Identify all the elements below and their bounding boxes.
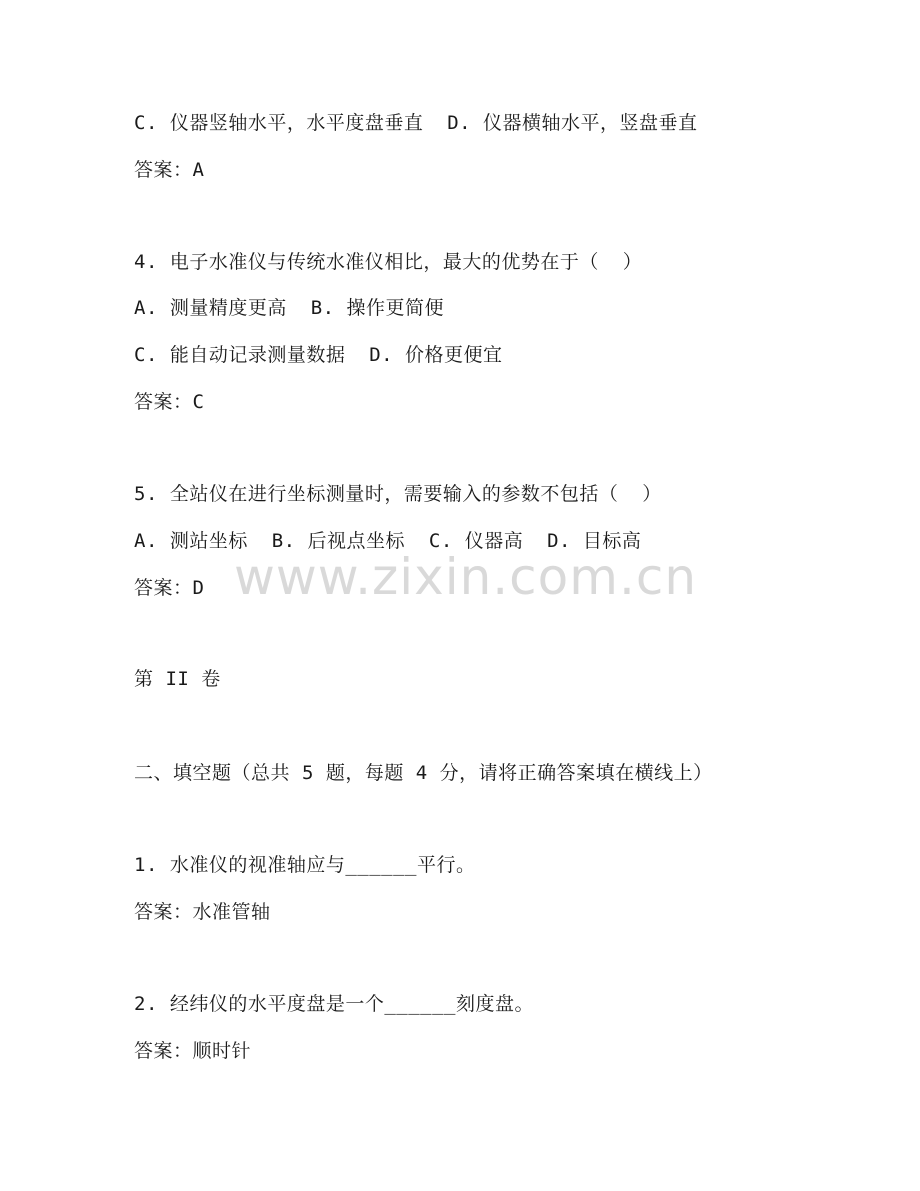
fill1-answer: 答案：水准管轴 bbox=[134, 901, 271, 923]
q3-answer: 答案：A bbox=[134, 159, 205, 181]
watermark: www.zixin.com.cn bbox=[234, 548, 698, 606]
volume-title: 第 II 卷 bbox=[134, 668, 221, 690]
fill2-question: 2. 经纬仪的水平度盘是一个______刻度盘。 bbox=[134, 993, 534, 1015]
q4-options-ab: A. 测量精度更高 B. 操作更简便 bbox=[134, 297, 445, 319]
q4-options-cd: C. 能自动记录测量数据 D. 价格更便宜 bbox=[134, 344, 503, 366]
q5-answer: 答案：D bbox=[134, 577, 205, 599]
fill2-answer: 答案：顺时针 bbox=[134, 1040, 252, 1062]
fill1-question: 1. 水准仪的视准轴应与______平行。 bbox=[134, 854, 476, 876]
q4-answer: 答案：C bbox=[134, 391, 205, 413]
section-title: 二、填空题（总共 5 题，每题 4 分，请将正确答案填在横线上） bbox=[134, 762, 713, 784]
q5-options: A. 测站坐标 B. 后视点坐标 C. 仪器高 D. 目标高 bbox=[134, 530, 642, 552]
q3-options-cd: C. 仪器竖轴水平，水平度盘垂直 D. 仪器横轴水平，竖盘垂直 bbox=[134, 112, 698, 134]
q4-question: 4. 电子水准仪与传统水准仪相比，最大的优势在于（ ） bbox=[134, 251, 643, 273]
q5-question: 5. 全站仪在进行坐标测量时，需要输入的参数不包括（ ） bbox=[134, 483, 662, 505]
